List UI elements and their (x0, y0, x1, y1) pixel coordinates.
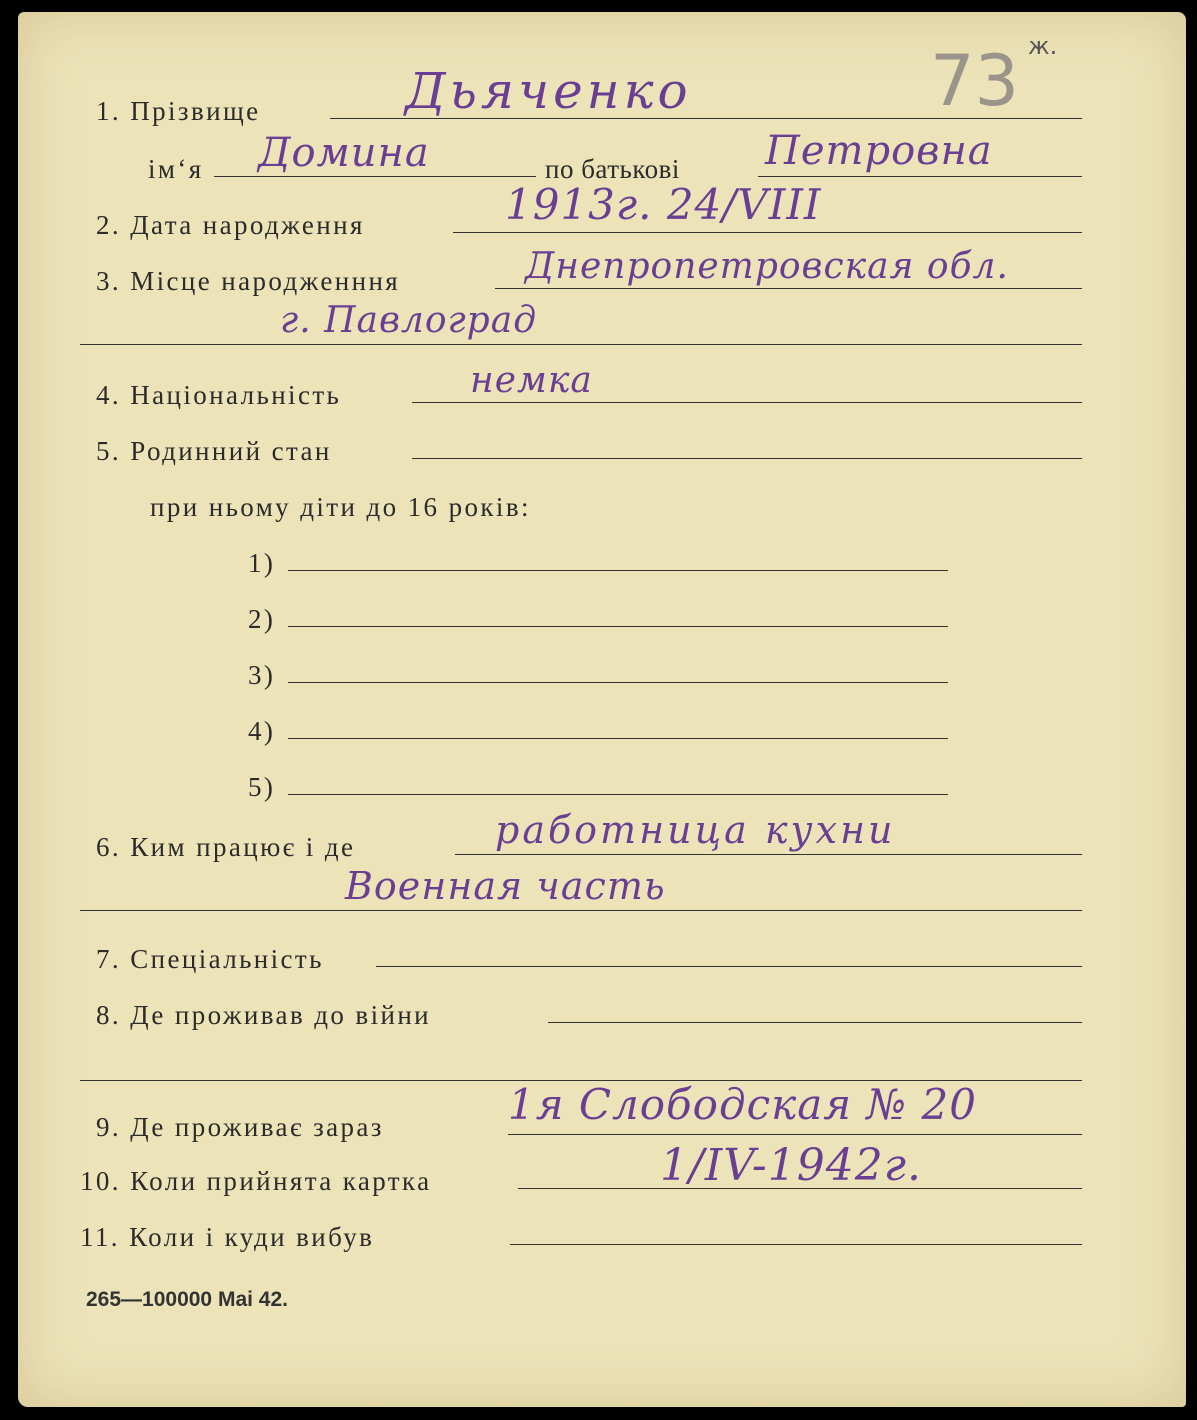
patronymic-line (758, 176, 1082, 177)
birth-place-label: 3. Місце народженння (96, 266, 401, 296)
birth-place-value-line1: Днепропетровская обл. (525, 246, 1009, 287)
current-residence-label: 9. Де проживає зараз (96, 1112, 384, 1142)
pencil-suffix: ж. (1028, 32, 1058, 60)
child-2-label: 2) (248, 604, 276, 634)
nationality-label: 4. Національність (96, 380, 342, 410)
surname-label: 1. Прізвище (96, 96, 261, 126)
occupation-value-line1: работница кухни (495, 808, 896, 852)
specialty-line (376, 966, 1082, 967)
occupation-label: 6. Ким працює і де (96, 832, 356, 862)
birth-date-value: 1913г. 24/VIII (505, 180, 822, 229)
birth-place-line-2 (80, 344, 1082, 345)
occupation-line (455, 854, 1082, 855)
birth-place-value-line2: г. Павлоград (280, 300, 538, 341)
pencil-number: 73 (930, 40, 1020, 122)
child-5-line (288, 794, 948, 795)
print-run-footer: 265—100000 Mai 42. (86, 1288, 288, 1311)
patronymic-label: по батькові (545, 154, 680, 184)
child-1-line (288, 570, 948, 571)
birth-date-label: 2. Дата народження (96, 210, 365, 240)
children-label: при ньому діти до 16 років: (150, 492, 531, 522)
current-residence-line (508, 1134, 1082, 1135)
occupation-value-line2: Военная часть (345, 864, 666, 908)
nationality-value: немка (470, 360, 593, 401)
child-1-label: 1) (248, 548, 276, 578)
nationality-line (412, 402, 1082, 403)
current-residence-value: 1я Слободская № 20 (508, 1080, 977, 1129)
name-label: імʻя (148, 154, 204, 184)
departure-line (510, 1244, 1082, 1245)
birth-place-line (495, 288, 1082, 289)
child-4-label: 4) (248, 716, 276, 746)
patronymic-value: Петровна (765, 128, 993, 174)
child-3-label: 3) (248, 660, 276, 690)
child-2-line (288, 626, 948, 627)
surname-value: Дьяченко (405, 62, 692, 120)
child-4-line (288, 738, 948, 739)
prewar-residence-line (548, 1022, 1082, 1023)
child-5-label: 5) (248, 772, 276, 802)
family-status-line (412, 458, 1082, 459)
birth-date-line (453, 232, 1082, 233)
prewar-residence-label: 8. Де проживав до війни (96, 1000, 432, 1030)
occupation-line-2 (80, 910, 1082, 911)
family-status-label: 5. Родинний стан (96, 436, 332, 466)
card-accepted-label: 10. Коли прийнята картка (80, 1166, 432, 1196)
name-value: Домина (258, 130, 430, 176)
name-line (214, 176, 536, 177)
child-3-line (288, 682, 948, 683)
card-accepted-value: 1/IV-1942г. (660, 1140, 923, 1191)
specialty-label: 7. Спеціальність (96, 944, 324, 974)
departure-label: 11. Коли і куди вибув (80, 1222, 375, 1252)
